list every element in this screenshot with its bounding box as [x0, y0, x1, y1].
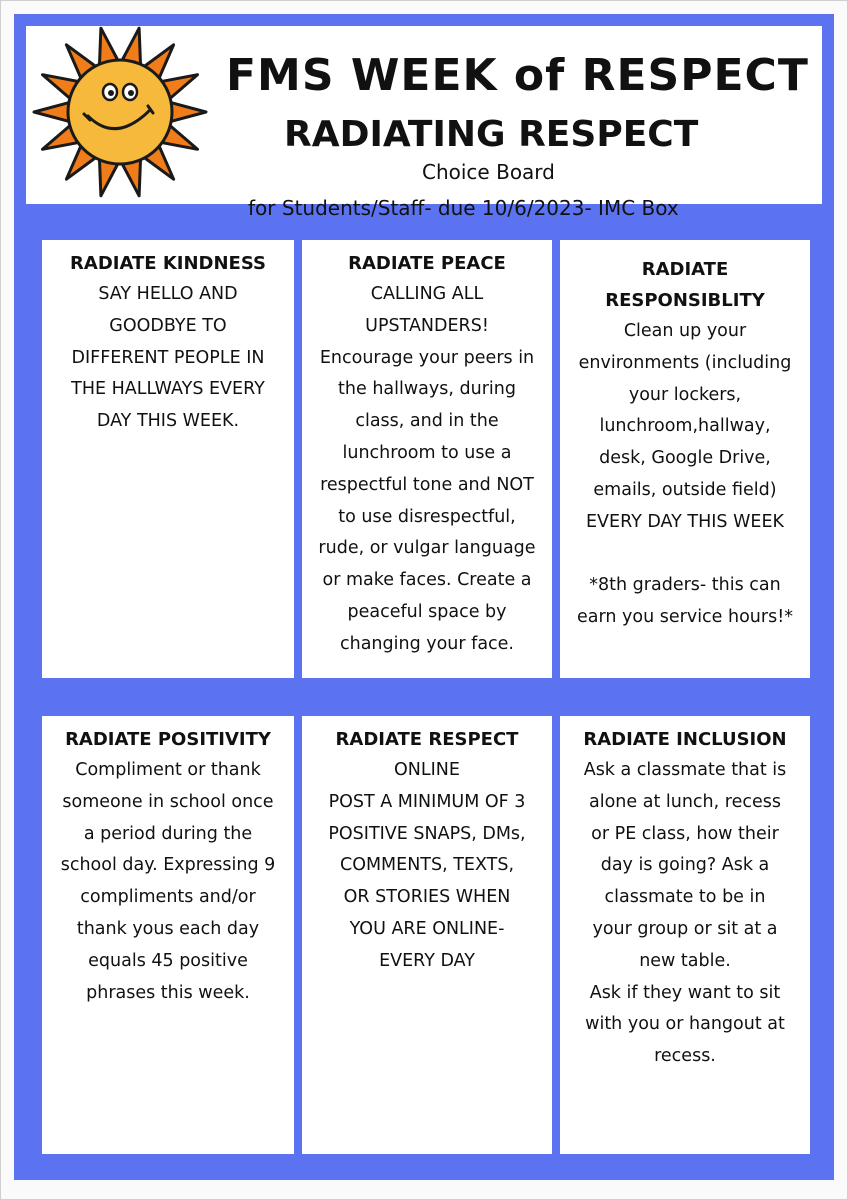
card-body: Ask a classmate that is alone at lunch, recess or PE class, how their day is going? Ask a classmate to be in your group or sit at a new table. Ask if they want to sit with you or hangout at recess.	[583, 760, 787, 1067]
card-radiate-kindness	[42, 240, 294, 678]
card-title: RADIATE POSITIVITY	[65, 729, 271, 750]
sun-ray	[34, 102, 71, 122]
card-title: RADIATE RESPECT	[335, 729, 519, 750]
card-body: SAY HELLO AND GOODBYE TO DIFFERENT PEOPLE IN THE HALLWAYS EVERY DAY THIS WEEK.	[71, 284, 265, 432]
card-title: RADIATE KINDNESS	[70, 253, 266, 274]
page-subtitle: RADIATING RESPECT	[284, 114, 699, 155]
due-date-line: for Students/Staff- due 10/6/2023- IMC Box	[248, 196, 679, 220]
card-title: RADIATE RESPONSIBLITY	[605, 259, 765, 311]
card-radiate-inclusion	[560, 716, 810, 1154]
card-radiate-respect	[302, 716, 552, 1154]
card-body: CALLING ALL UPSTANDERS! Encourage your peers in the hallways, during class, and in the lunchroom to use a respectful tone and NOT to use disrespectful, rude, or vulgar language or make faces. Create a peaceful space by changing your face.	[318, 284, 536, 654]
card-body: Compliment or thank someone in school once a period during the school day. Expressing 9 compliments and/or thank yous each day equals 45 positive phrases this week.	[60, 760, 276, 1003]
smiling-sun-icon	[28, 26, 212, 210]
page-title: FMS WEEK of RESPECT	[226, 50, 809, 101]
card-radiate-peace	[302, 240, 552, 678]
card-body: ONLINE POST A MINIMUM OF 3 POSITIVE SNAPS, DMs, COMMENTS, TEXTS, OR STORIES WHEN YOU ARE ONLINE- EVERY DAY	[328, 760, 526, 971]
choice-board-label: Choice Board	[422, 160, 555, 184]
card-body: Clean up your environments (including your lockers, lunchroom,hallway, desk, Google Drive, emails, outside field) EVERY DAY THIS WEEK *8th graders- this can earn you service hours!*	[577, 321, 793, 628]
card-title: RADIATE PEACE	[348, 253, 506, 274]
card-radiate-responsibility	[560, 240, 810, 678]
card-title: RADIATE INCLUSION	[583, 729, 787, 750]
card-radiate-positivity	[42, 716, 294, 1154]
sun-ray	[169, 102, 206, 122]
